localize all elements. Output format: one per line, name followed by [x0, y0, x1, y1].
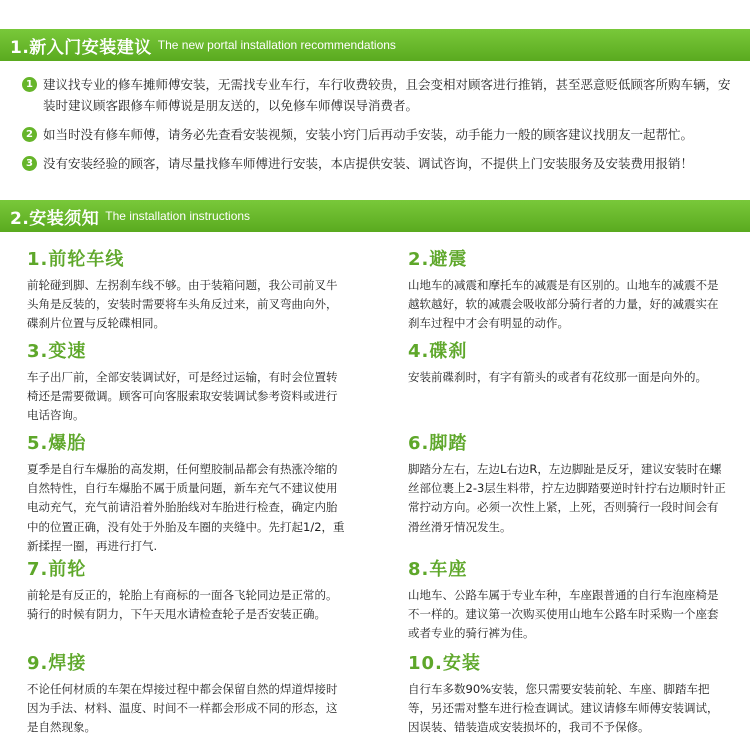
recommendation-item — [22, 124, 732, 145]
instruction-body: 脚踏分左右，左边L右边R，左边脚趾是反牙，建议安装时在螺丝部位裹上2-3层生料带，拧左边脚踏要逆时针拧右边顺时针正常拧动方向。必须一次性上紧，上死，否则骑行一段时间会有滑丝滑牙情况发生。 — [408, 462, 726, 534]
section2-subtitle: The installation instructions — [105, 209, 251, 223]
instruction-title: 10.安装 — [408, 653, 481, 674]
instruction-title: 1.前轮车线 — [27, 249, 125, 270]
instruction-body: 自行车多数90%安装，您只需要安装前轮、车座、脚踏车把等，另还需对整车进行检查调试。建议请修车师傅安装调试，因误装、错装造成安装损坏的，我司不予保修。 — [408, 682, 719, 735]
section2-banner — [0, 200, 750, 232]
section2-title: 2.安装须知 — [10, 208, 100, 229]
recommendation-text: 如当时没有修车师傅，请务必先查看安装视频，安装小窍门后再动手安装，动手能力一般的顾客建议找朋友一起帮忙。 — [43, 127, 694, 142]
recommendation-item — [22, 74, 732, 116]
instruction-disc-brake — [408, 338, 728, 387]
instruction-body: 安装前碟刹时，有字有箭头的或者有花纹那一面是向外的。 — [408, 370, 707, 384]
instruction-title: 7.前轮 — [27, 559, 87, 580]
section1-subtitle: The new portal installation recommendations — [157, 38, 396, 52]
section1-banner — [0, 29, 750, 61]
instruction-body: 山地车的减震和摩托车的减震是有区别的。山地车的减震不是越软越好，软的减震会吸收部分骑行者的力量，好的减震实在刹车过程中才会有明显的动作。 — [408, 278, 719, 331]
recommendation-text: 建议找专业的修车摊师傅安装，无需找专业车行，车行收费较贵，且会变相对顾客进行推销，甚至恶意贬低顾客所购车辆，安装时建议顾客跟修车师傅说是朋友送的，以免修车师傅误导消费者。 — [43, 77, 731, 113]
instruction-title: 6.脚踏 — [408, 433, 468, 454]
number-badge: 3 — [22, 156, 37, 171]
instruction-title: 2.避震 — [408, 249, 468, 270]
recommendation-list — [22, 74, 732, 182]
instruction-saddle — [408, 556, 728, 644]
instruction-title: 5.爆胎 — [27, 433, 87, 454]
recommendation-item — [22, 153, 732, 174]
instruction-front-wheel — [27, 556, 347, 624]
number-badge: 1 — [22, 77, 37, 92]
instruction-gears — [27, 338, 347, 426]
instruction-body: 车子出厂前，全部安装调试好，可是经过运输，有时会位置转椅还是需要微调。顾客可向客服索取安装调试参考资料或进行电话咨询。 — [27, 370, 338, 423]
instruction-title: 8.车座 — [408, 559, 468, 580]
instruction-title: 9.焊接 — [27, 653, 87, 674]
instruction-body: 夏季是自行车爆胎的高发期，任何塑胶制品都会有热涨冷缩的自然特性，自行车爆胎不属于质量问题，新车充气不建议使用电动充气，充气前请沿着外胎胎线对车胎进行检查，确定内胎中的位置正确，没有处于外胎及车圈的夹缝中。先打起1/2，重新揉捏一圈，再进行打气. — [27, 462, 345, 553]
instruction-body: 前轮是有反正的，轮胎上有商标的一面各飞轮同边是正常的。骑行的时候有阴力，下午天甩水请检查轮子是否安装正确。 — [27, 588, 338, 622]
instruction-tire-burst — [27, 430, 347, 556]
instruction-body: 前轮碰到脚、左拐刹车线不够。由于装箱问题，我公司前叉牛头角是反装的，安装时需要将车头角反过来，前叉弯曲向外，碟刹片位置与反轮碟相同。 — [27, 278, 338, 331]
instruction-front-wheel-line — [27, 246, 347, 334]
instruction-title: 4.碟刹 — [408, 341, 468, 362]
instruction-welding — [27, 650, 347, 738]
instruction-suspension — [408, 246, 728, 334]
instruction-body: 山地车、公路车属于专业车种，车座跟普通的自行车泡座椅是不一样的。建议第一次购买使用山地车公路车时采购一个座套或者专业的骑行裤为佳。 — [408, 588, 719, 641]
section1-title: 1.新入门安装建议 — [10, 37, 152, 58]
recommendation-text: 没有安装经验的顾客，请尽量找修车师傅进行安装，本店提供安装、调试咨询，不提供上门安装服务及安装费用报销！ — [43, 156, 694, 171]
instruction-pedals — [408, 430, 728, 537]
instruction-installation — [408, 650, 728, 738]
instruction-title: 3.变速 — [27, 341, 87, 362]
number-badge: 2 — [22, 127, 37, 142]
instruction-body: 不论任何材质的车架在焊接过程中都会保留自然的焊道焊接时因为手法、材料、温度、时间不一样都会形成不同的形态，这是自然现象。 — [27, 682, 338, 735]
